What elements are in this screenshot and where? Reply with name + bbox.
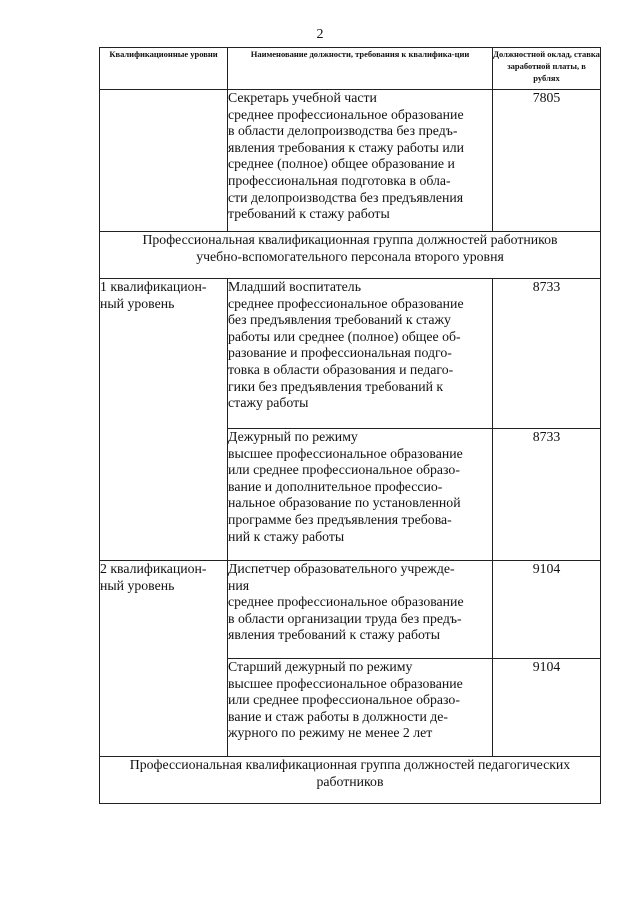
requirement-line: среднее профессиональное образование xyxy=(228,594,464,610)
requirement-line: явления требования к стажу работы или xyxy=(228,139,465,155)
level-cell xyxy=(100,561,228,757)
requirement-line: среднее профессиональное образование xyxy=(228,295,464,311)
group-heading-line: работников xyxy=(316,773,384,789)
requirement-line: в области организации труда без предъ- xyxy=(228,610,462,626)
requirement-line: работы или среднее (полное) общее об- xyxy=(228,328,461,344)
requirement-line: стажу работы xyxy=(228,395,309,411)
position-cell xyxy=(228,90,493,232)
requirement-line: нальное образование по установленной xyxy=(228,495,461,511)
requirement-line: ний к стажу работы xyxy=(228,528,345,544)
requirement-line: среднее профессиональное образование xyxy=(228,106,464,122)
position-title: Младший воспитатель xyxy=(228,279,361,294)
salary-cell: 8733 xyxy=(493,429,601,561)
requirement-line: без предъявления требований к стажу xyxy=(228,312,451,328)
requirement-line: разование и профессиональная подго- xyxy=(228,345,452,361)
position-cell xyxy=(228,561,493,659)
qualification-table xyxy=(99,47,601,804)
header-salary: Должностной оклад, ставка заработной платы, в рублях xyxy=(493,48,601,90)
salary-cell: 8733 xyxy=(493,279,601,429)
requirement-line: высшее профессиональное образование xyxy=(228,675,463,691)
requirement-line: ния xyxy=(228,577,250,593)
table-row xyxy=(100,90,601,232)
requirement-line: явления требований к стажу работы xyxy=(228,627,440,643)
level-label: ный уровень xyxy=(100,577,175,593)
group-heading xyxy=(100,757,601,804)
table-header-row xyxy=(100,48,601,90)
requirement-line: сти делопроизводства без предъявления xyxy=(228,189,464,205)
level-label: 1 квалификацион- xyxy=(100,279,207,294)
salary-cell: 7805 xyxy=(493,90,601,232)
group-heading-line: Профессиональная квалификационная группа должностей педагогических xyxy=(129,757,571,772)
requirement-line: вание и стаж работы в должности де- xyxy=(228,708,449,724)
level-cell xyxy=(100,90,228,232)
position-title: Дежурный по режиму xyxy=(228,429,358,444)
position-cell xyxy=(228,279,493,429)
requirement-line: профессиональная подготовка в обла- xyxy=(228,172,451,188)
group-heading-row xyxy=(100,232,601,279)
group-heading-line: учебно-вспомогательного персонала второго уровня xyxy=(196,248,504,264)
group-heading-line: Профессиональная квалификационная группа должностей работников xyxy=(142,232,558,247)
position-cell xyxy=(228,659,493,757)
requirement-line: товка в области образования и педаго- xyxy=(228,361,454,377)
requirement-line: высшее профессиональное образование xyxy=(228,445,463,461)
requirement-line: программе без предъявления требова- xyxy=(228,511,452,527)
table-row xyxy=(100,561,601,659)
group-heading xyxy=(100,232,601,279)
position-title: Диспетчер образовательного учрежде- xyxy=(228,561,455,576)
salary-cell: 9104 xyxy=(493,659,601,757)
requirement-line: или среднее профессиональное образо- xyxy=(228,462,460,478)
level-label: 2 квалификацион- xyxy=(100,561,207,576)
header-levels: Квалификационные уровни xyxy=(100,48,228,90)
requirement-line: гики без предъявления требований к xyxy=(228,378,444,394)
position-title: Старший дежурный по режиму xyxy=(228,659,413,674)
level-label: ный уровень xyxy=(100,295,175,311)
requirement-line: или среднее профессиональное образо- xyxy=(228,692,460,708)
page-number: 2 xyxy=(316,27,324,42)
position-title: Секретарь учебной части xyxy=(228,90,377,105)
position-cell xyxy=(228,429,493,561)
requirement-line: журного по режиму не менее 2 лет xyxy=(228,725,433,741)
table-row xyxy=(100,279,601,429)
group-heading-row xyxy=(100,757,601,804)
requirement-line: в области делопроизводства без предъ- xyxy=(228,123,458,139)
salary-cell: 9104 xyxy=(493,561,601,659)
requirement-line: требований к стажу работы xyxy=(228,206,390,222)
requirement-line: вание и дополнительное профессио- xyxy=(228,478,443,494)
requirement-line: среднее (полное) общее образование и xyxy=(228,156,455,172)
level-cell xyxy=(100,279,228,561)
header-position: Наименование должности, требования к квалифика-ции xyxy=(228,48,493,90)
